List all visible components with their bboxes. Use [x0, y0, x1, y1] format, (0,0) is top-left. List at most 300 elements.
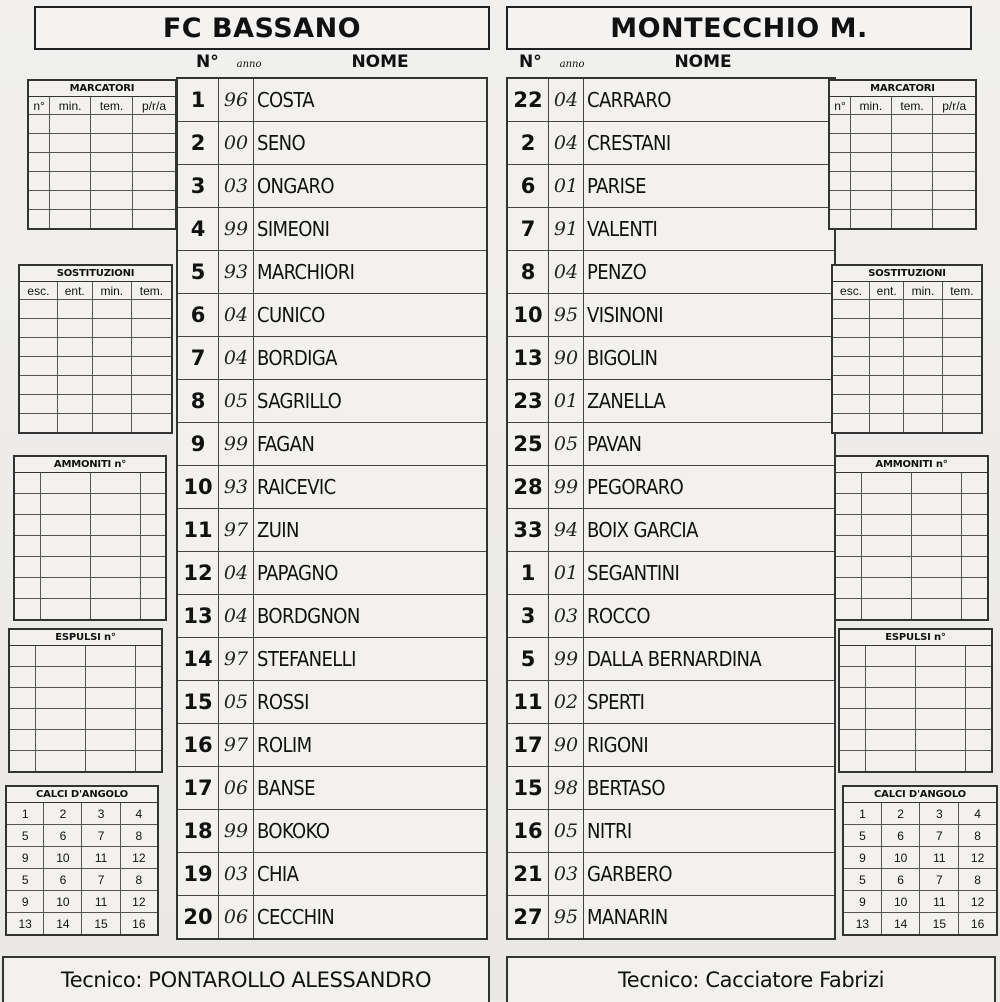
- corner-cell: 9: [844, 847, 881, 869]
- empty-cell: [85, 667, 135, 688]
- corner-cell: 12: [120, 847, 157, 869]
- empty-cell: [911, 515, 961, 536]
- corner-cell: 5: [844, 825, 881, 847]
- player-year: 04: [549, 251, 584, 294]
- player-number: 4: [177, 208, 219, 251]
- empty-cell: [933, 153, 975, 172]
- player-name: CRESTANI: [584, 122, 836, 165]
- empty-cell: [50, 210, 91, 229]
- empty-cell: [966, 730, 991, 751]
- marcatori-grid: [830, 97, 975, 228]
- empty-cell: [15, 515, 40, 536]
- marcatori-grid: [29, 97, 175, 228]
- empty-cell: [133, 115, 175, 134]
- empty-cell: [904, 338, 942, 357]
- empty-cell: [966, 751, 991, 772]
- player-year: 03: [219, 853, 254, 896]
- empty-cell: [915, 730, 965, 751]
- empty-cell: [933, 115, 975, 134]
- sostituzioni-title: SOSTITUZIONI: [20, 266, 171, 282]
- num-header: N°: [196, 52, 219, 72]
- player-number: 3: [507, 595, 549, 638]
- home-ammoniti-box: [13, 455, 167, 621]
- sostituzioni-title: SOSTITUZIONI: [833, 266, 981, 282]
- player-name: BORDIGA: [254, 337, 488, 380]
- player-row: [177, 767, 487, 810]
- empty-cell: [830, 172, 851, 191]
- player-number: 7: [177, 337, 219, 380]
- player-row: [177, 208, 487, 251]
- empty-cell: [861, 578, 911, 599]
- empty-cell: [962, 599, 987, 620]
- corner-cell: 1: [844, 803, 881, 825]
- empty-cell: [911, 599, 961, 620]
- player-number: 28: [507, 466, 549, 509]
- empty-cell: [870, 395, 904, 414]
- corner-cell: 8: [120, 825, 157, 847]
- empty-cell: [891, 172, 933, 191]
- player-row: [507, 595, 835, 638]
- player-name: ZANELLA: [584, 380, 836, 423]
- player-number: 2: [177, 122, 219, 165]
- empty-cell: [833, 357, 870, 376]
- empty-cell: [136, 688, 161, 709]
- empty-cell: [911, 578, 961, 599]
- player-year: 99: [219, 810, 254, 853]
- player-number: 2: [507, 122, 549, 165]
- player-row: [507, 337, 835, 380]
- corner-cell: 2: [44, 803, 82, 825]
- empty-cell: [10, 709, 35, 730]
- empty-cell: [92, 300, 131, 319]
- player-row: [507, 294, 835, 337]
- empty-cell: [851, 115, 892, 134]
- player-name: STEFANELLI: [254, 638, 488, 681]
- empty-cell: [911, 536, 961, 557]
- corner-cell: 6: [44, 869, 82, 891]
- empty-cell: [865, 688, 915, 709]
- away-espulsi-box: [838, 628, 993, 773]
- player-row: [177, 78, 487, 122]
- empty-cell: [851, 172, 892, 191]
- player-name: SEGANTINI: [584, 552, 836, 595]
- player-number: 33: [507, 509, 549, 552]
- empty-cell: [904, 395, 942, 414]
- corner-cell: 15: [82, 913, 120, 935]
- empty-cell: [140, 473, 165, 494]
- player-name: DALLA BERNARDINA: [584, 638, 836, 681]
- home-roster-table: [176, 77, 488, 940]
- calci-angolo-grid: [844, 803, 996, 934]
- empty-cell: [962, 473, 987, 494]
- player-name: ROLIM: [254, 724, 488, 767]
- player-year: 99: [549, 638, 584, 681]
- sostituzioni-col-header: esc.: [20, 282, 57, 300]
- corner-cell: 12: [959, 847, 996, 869]
- corner-cell: 6: [881, 825, 920, 847]
- empty-cell: [85, 751, 135, 772]
- empty-cell: [90, 536, 140, 557]
- empty-cell: [830, 134, 851, 153]
- player-number: 3: [177, 165, 219, 208]
- empty-cell: [915, 709, 965, 730]
- player-number: 10: [507, 294, 549, 337]
- player-number: 13: [177, 595, 219, 638]
- empty-cell: [840, 730, 865, 751]
- corner-cell: 10: [44, 847, 82, 869]
- player-number: 21: [507, 853, 549, 896]
- marcatori-title: MARCATORI: [830, 81, 975, 97]
- empty-cell: [90, 473, 140, 494]
- marcatori-col-header: min.: [50, 97, 91, 115]
- player-name: PARISE: [584, 165, 836, 208]
- empty-cell: [133, 153, 175, 172]
- empty-cell: [870, 357, 904, 376]
- empty-cell: [35, 667, 85, 688]
- player-year: 01: [549, 552, 584, 595]
- empty-cell: [904, 414, 942, 433]
- player-year: 03: [219, 165, 254, 208]
- player-number: 11: [507, 681, 549, 724]
- empty-cell: [870, 300, 904, 319]
- empty-cell: [836, 494, 861, 515]
- empty-cell: [836, 599, 861, 620]
- empty-cell: [840, 646, 865, 667]
- away-column-headers: [519, 52, 819, 74]
- empty-cell: [861, 494, 911, 515]
- empty-cell: [29, 153, 50, 172]
- player-number: 14: [177, 638, 219, 681]
- player-number: 25: [507, 423, 549, 466]
- player-row: [507, 767, 835, 810]
- empty-cell: [85, 709, 135, 730]
- corner-cell: 16: [120, 913, 157, 935]
- player-row: [177, 552, 487, 595]
- player-year: 04: [549, 122, 584, 165]
- empty-cell: [904, 376, 942, 395]
- empty-cell: [92, 376, 131, 395]
- corner-cell: 13: [844, 913, 881, 935]
- player-year: 00: [219, 122, 254, 165]
- sostituzioni-col-header: tem.: [942, 282, 981, 300]
- espulsi-grid: [840, 646, 991, 771]
- corner-cell: 14: [881, 913, 920, 935]
- player-name: BOKOKO: [254, 810, 488, 853]
- empty-cell: [833, 376, 870, 395]
- empty-cell: [833, 300, 870, 319]
- player-row: [507, 251, 835, 294]
- empty-cell: [962, 578, 987, 599]
- empty-cell: [29, 134, 50, 153]
- anno-header: anno: [559, 59, 585, 70]
- sostituzioni-grid: [833, 282, 981, 432]
- empty-cell: [20, 414, 57, 433]
- player-row: [177, 251, 487, 294]
- corner-cell: 9: [7, 847, 44, 869]
- empty-cell: [915, 688, 965, 709]
- player-row: [177, 337, 487, 380]
- empty-cell: [942, 376, 981, 395]
- empty-cell: [85, 730, 135, 751]
- corner-cell: 8: [959, 869, 996, 891]
- empty-cell: [904, 319, 942, 338]
- corner-cell: 11: [920, 847, 959, 869]
- num-header: N°: [519, 52, 542, 72]
- corner-cell: 9: [844, 891, 881, 913]
- empty-cell: [29, 210, 50, 229]
- marcatori-col-header: n°: [29, 97, 50, 115]
- empty-cell: [35, 709, 85, 730]
- empty-cell: [830, 153, 851, 172]
- empty-cell: [92, 395, 131, 414]
- empty-cell: [35, 646, 85, 667]
- empty-cell: [57, 414, 92, 433]
- player-name: SAGRILLO: [254, 380, 488, 423]
- player-row: [507, 165, 835, 208]
- empty-cell: [136, 646, 161, 667]
- player-year: 95: [549, 294, 584, 337]
- empty-cell: [90, 515, 140, 536]
- empty-cell: [966, 709, 991, 730]
- player-name: CECCHIN: [254, 896, 488, 940]
- player-year: 01: [549, 380, 584, 423]
- sostituzioni-grid: [20, 282, 171, 432]
- player-name: NITRI: [584, 810, 836, 853]
- corner-cell: 7: [82, 869, 120, 891]
- sostituzioni-col-header: min.: [92, 282, 131, 300]
- empty-cell: [836, 515, 861, 536]
- player-name: COSTA: [254, 78, 488, 122]
- empty-cell: [933, 172, 975, 191]
- player-name: CHIA: [254, 853, 488, 896]
- empty-cell: [92, 357, 131, 376]
- empty-cell: [904, 357, 942, 376]
- empty-cell: [131, 338, 171, 357]
- player-name: PEGORARO: [584, 466, 836, 509]
- player-number: 23: [507, 380, 549, 423]
- anno-header: anno: [236, 59, 262, 70]
- empty-cell: [865, 751, 915, 772]
- player-year: 06: [219, 767, 254, 810]
- empty-cell: [57, 338, 92, 357]
- empty-cell: [85, 688, 135, 709]
- player-number: 8: [177, 380, 219, 423]
- player-name: ZUIN: [254, 509, 488, 552]
- marcatori-col-header: tem.: [91, 97, 133, 115]
- player-number: 1: [177, 78, 219, 122]
- empty-cell: [40, 578, 90, 599]
- player-year: 95: [549, 896, 584, 940]
- empty-cell: [15, 494, 40, 515]
- empty-cell: [91, 210, 133, 229]
- player-name: BOIX GARCIA: [584, 509, 836, 552]
- empty-cell: [133, 134, 175, 153]
- ammoniti-grid: [15, 473, 165, 619]
- empty-cell: [915, 667, 965, 688]
- corner-cell: 5: [7, 869, 44, 891]
- empty-cell: [865, 709, 915, 730]
- empty-cell: [131, 376, 171, 395]
- corner-cell: 9: [7, 891, 44, 913]
- player-year: 97: [219, 638, 254, 681]
- player-number: 16: [507, 810, 549, 853]
- marcatori-title: MARCATORI: [29, 81, 175, 97]
- empty-cell: [136, 709, 161, 730]
- empty-cell: [942, 395, 981, 414]
- player-row: [507, 896, 835, 940]
- player-year: 04: [219, 337, 254, 380]
- corner-cell: 7: [920, 869, 959, 891]
- player-year: 04: [549, 78, 584, 122]
- player-year: 96: [219, 78, 254, 122]
- away-coach: Tecnico: Cacciatore Fabrizi: [506, 956, 996, 1002]
- player-year: 05: [549, 423, 584, 466]
- player-row: [507, 466, 835, 509]
- corner-cell: 11: [82, 847, 120, 869]
- player-row: [177, 810, 487, 853]
- empty-cell: [891, 191, 933, 210]
- empty-cell: [833, 338, 870, 357]
- player-number: 16: [177, 724, 219, 767]
- empty-cell: [40, 557, 90, 578]
- player-number: 19: [177, 853, 219, 896]
- corner-cell: 3: [920, 803, 959, 825]
- player-year: 98: [549, 767, 584, 810]
- empty-cell: [830, 191, 851, 210]
- player-year: 97: [219, 724, 254, 767]
- player-number: 12: [177, 552, 219, 595]
- player-row: [177, 380, 487, 423]
- empty-cell: [911, 494, 961, 515]
- empty-cell: [830, 210, 851, 229]
- empty-cell: [840, 751, 865, 772]
- empty-cell: [57, 376, 92, 395]
- corner-cell: 10: [881, 847, 920, 869]
- empty-cell: [933, 210, 975, 229]
- empty-cell: [57, 319, 92, 338]
- empty-cell: [870, 319, 904, 338]
- empty-cell: [91, 153, 133, 172]
- espulsi-grid: [10, 646, 161, 771]
- empty-cell: [966, 646, 991, 667]
- player-year: 01: [549, 165, 584, 208]
- corner-cell: 12: [120, 891, 157, 913]
- away-marcatori-box: [828, 79, 977, 230]
- empty-cell: [851, 191, 892, 210]
- player-row: [507, 122, 835, 165]
- player-name: GARBERO: [584, 853, 836, 896]
- player-row: [177, 294, 487, 337]
- player-row: [507, 423, 835, 466]
- empty-cell: [836, 473, 861, 494]
- empty-cell: [131, 414, 171, 433]
- empty-cell: [131, 395, 171, 414]
- player-name: PAVAN: [584, 423, 836, 466]
- empty-cell: [911, 473, 961, 494]
- empty-cell: [10, 688, 35, 709]
- corner-cell: 15: [920, 913, 959, 935]
- ammoniti-grid: [836, 473, 987, 619]
- empty-cell: [861, 473, 911, 494]
- empty-cell: [851, 153, 892, 172]
- empty-cell: [131, 319, 171, 338]
- corner-cell: 14: [44, 913, 82, 935]
- marcatori-col-header: p/r/a: [933, 97, 975, 115]
- corner-cell: 8: [120, 869, 157, 891]
- player-year: 93: [219, 466, 254, 509]
- empty-cell: [966, 688, 991, 709]
- player-name: BANSE: [254, 767, 488, 810]
- player-name: ROSSI: [254, 681, 488, 724]
- empty-cell: [942, 300, 981, 319]
- player-year: 94: [549, 509, 584, 552]
- player-row: [507, 380, 835, 423]
- player-row: [177, 466, 487, 509]
- empty-cell: [865, 646, 915, 667]
- empty-cell: [35, 730, 85, 751]
- away-sostituzioni-box: [831, 264, 983, 434]
- player-year: 91: [549, 208, 584, 251]
- player-number: 1: [507, 552, 549, 595]
- empty-cell: [833, 395, 870, 414]
- player-row: [507, 208, 835, 251]
- ammoniti-title: AMMONITI n°: [836, 457, 987, 473]
- corner-cell: 12: [959, 891, 996, 913]
- player-year: 05: [549, 810, 584, 853]
- empty-cell: [140, 578, 165, 599]
- empty-cell: [10, 730, 35, 751]
- player-number: 20: [177, 896, 219, 940]
- empty-cell: [870, 376, 904, 395]
- player-name: SIMEONI: [254, 208, 488, 251]
- player-year: 97: [219, 509, 254, 552]
- player-number: 27: [507, 896, 549, 940]
- corner-cell: 4: [959, 803, 996, 825]
- empty-cell: [92, 414, 131, 433]
- away-calci-angolo-box: [842, 785, 998, 936]
- player-name: BIGOLIN: [584, 337, 836, 380]
- empty-cell: [933, 134, 975, 153]
- calci-angolo-grid: [7, 803, 157, 934]
- empty-cell: [133, 191, 175, 210]
- player-name: RIGONI: [584, 724, 836, 767]
- marcatori-col-header: min.: [851, 97, 892, 115]
- player-name: MARCHIORI: [254, 251, 488, 294]
- player-year: 90: [549, 337, 584, 380]
- player-row: [507, 78, 835, 122]
- empty-cell: [865, 730, 915, 751]
- empty-cell: [29, 191, 50, 210]
- corner-cell: 4: [120, 803, 157, 825]
- player-name: ONGARO: [254, 165, 488, 208]
- empty-cell: [50, 134, 91, 153]
- empty-cell: [10, 751, 35, 772]
- corner-cell: 6: [44, 825, 82, 847]
- player-number: 5: [507, 638, 549, 681]
- empty-cell: [90, 557, 140, 578]
- empty-cell: [966, 667, 991, 688]
- empty-cell: [942, 357, 981, 376]
- player-number: 17: [177, 767, 219, 810]
- empty-cell: [20, 357, 57, 376]
- player-name: PENZO: [584, 251, 836, 294]
- empty-cell: [15, 473, 40, 494]
- empty-cell: [840, 667, 865, 688]
- empty-cell: [933, 191, 975, 210]
- empty-cell: [861, 599, 911, 620]
- player-row: [177, 509, 487, 552]
- player-name: CARRARO: [584, 78, 836, 122]
